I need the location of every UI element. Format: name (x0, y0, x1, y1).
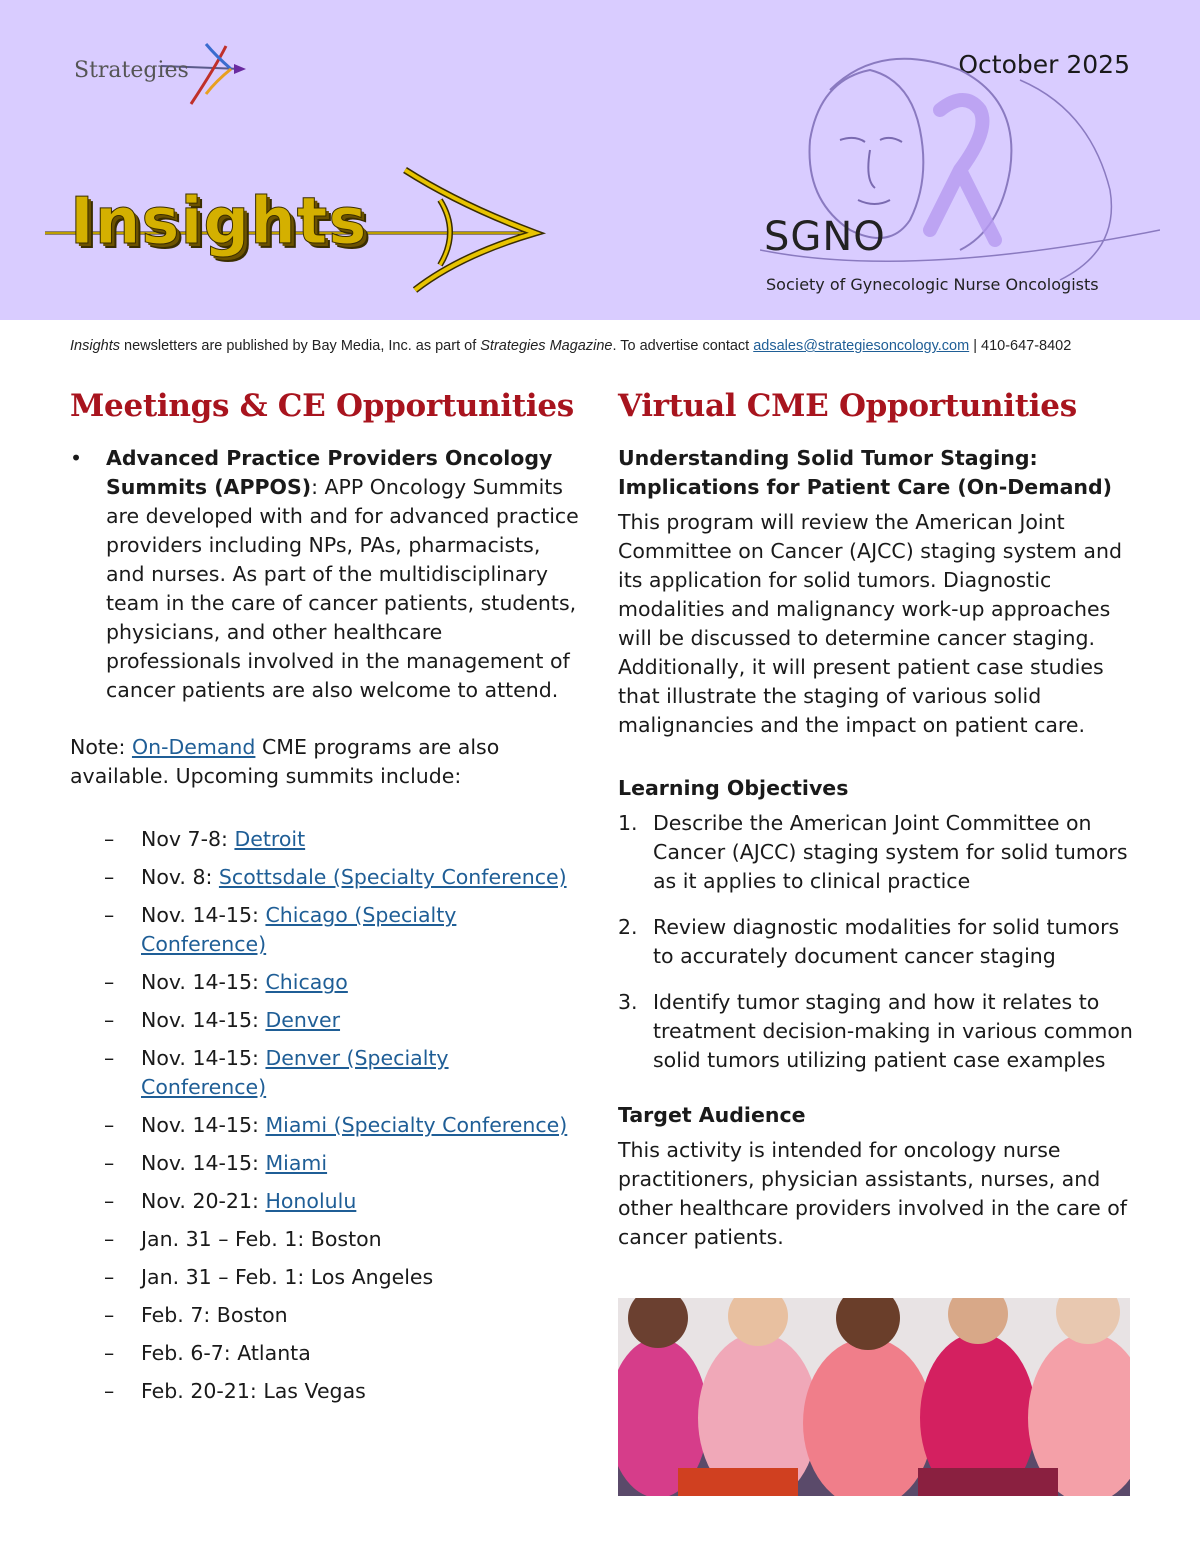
pub-text-1: newsletters are published by Bay Media, Inc. as part of (119, 338, 481, 354)
on-demand-link[interactable]: On-Demand (131, 735, 256, 759)
summit-location: Boston (310, 1227, 382, 1251)
summit-item (70, 1301, 580, 1330)
sgno-face-ribbon-illustration (760, 50, 1160, 300)
sgno-acronym: SGNO (764, 214, 886, 260)
summit-location-link[interactable]: Honolulu (265, 1189, 357, 1213)
dash-marker: – (104, 1379, 115, 1403)
pub-insights-italic: Insights (70, 338, 120, 354)
summit-item (70, 825, 580, 854)
newsletter-header (0, 0, 1200, 320)
advertise-email-link[interactable]: adsales@strategiesoncology.com (753, 338, 970, 354)
summit-item (70, 901, 580, 959)
summit-location-link[interactable]: Miami (265, 1151, 328, 1175)
summit-date: Nov. 14-15: (141, 1151, 266, 1175)
summit-item (70, 1149, 580, 1178)
summit-location: Las Vegas (263, 1379, 366, 1403)
note-prefix: Note: (70, 735, 132, 759)
audience-text: This activity is intended for oncology nurse practitioners, physician assistants, nurses, and other healthcare providers involved in the care of cancer patients. (618, 1138, 1127, 1249)
objectives-list (618, 809, 1133, 1075)
summit-date: Nov. 14-15: (141, 1008, 266, 1032)
strategies-wordmark: Strategies (74, 58, 189, 83)
dash-marker: – (104, 1189, 115, 1213)
pub-phone: | 410-647-8402 (969, 338, 1072, 354)
program-title: Understanding Solid Tumor Staging: Implications for Patient Care (On-Demand) (618, 446, 1113, 499)
group-of-women-image (618, 1298, 1130, 1496)
pub-text-2: . To advertise contact (612, 338, 754, 354)
summit-location-link[interactable]: Denver (Specialty Conference) (141, 1046, 449, 1099)
summit-item (70, 1225, 580, 1254)
sgno-full-name: Society of Gynecologic Nurse Oncologists (766, 275, 1099, 294)
summit-item (70, 1187, 580, 1216)
dash-marker: – (104, 1151, 115, 1175)
summit-date: Nov. 14-15: (141, 1113, 266, 1137)
objective-item (618, 809, 1133, 896)
summit-date: Nov. 14-15: (141, 970, 266, 994)
insights-wordmark: Insights (70, 185, 368, 259)
audience-heading: Target Audience (618, 1103, 806, 1127)
summit-date: Nov. 20-21: (141, 1189, 266, 1213)
summit-item (70, 1339, 580, 1368)
summit-item (70, 1377, 580, 1406)
summit-date: Nov. 14-15: (141, 1046, 266, 1070)
objective-text: Identify tumor staging and how it relates to treatment decision-making in various common solid tumors utilizing patient case examples (653, 990, 1133, 1072)
appos-title: Advanced Practice Providers Oncology Summits (APPOS) (106, 446, 553, 499)
issue-date: October 2025 (958, 50, 1130, 79)
dash-marker: – (104, 1341, 115, 1365)
dash-marker: – (104, 1265, 115, 1289)
summit-date: Nov. 14-15: (141, 903, 266, 927)
summit-item (70, 1263, 580, 1292)
insights-logo (40, 160, 560, 300)
objective-text: Describe the American Joint Committee on Cancer (AJCC) staging system for solid tumors as it applies to clinical practice (653, 811, 1128, 893)
summit-location-link[interactable]: Chicago (265, 970, 348, 994)
summit-date: Jan. 31 – Feb. 1: (141, 1227, 311, 1251)
summit-location: Boston (216, 1303, 288, 1327)
dash-marker: – (104, 1008, 115, 1032)
dash-marker: – (104, 1227, 115, 1251)
summit-list (70, 825, 580, 1406)
dash-marker: – (104, 970, 115, 994)
summit-location: Atlanta (237, 1341, 311, 1365)
women-pink-ribbon-photo (618, 1298, 1130, 1496)
objective-text: Review diagnostic modalities for solid tumors to accurately document cancer staging (653, 915, 1120, 968)
objective-item (618, 913, 1133, 971)
note-suffix: CME programs are also available. Upcoming summits include: (70, 735, 500, 788)
objective-number: 2. (618, 915, 638, 939)
objective-number: 1. (618, 811, 638, 835)
appos-bullet (70, 444, 580, 705)
summit-item (70, 863, 580, 892)
virtual-cme-column (618, 388, 1133, 1252)
meetings-column (70, 388, 580, 1415)
publication-info (70, 338, 1140, 354)
summit-location-link[interactable]: Chicago (Specialty Conference) (141, 903, 457, 956)
summit-item (70, 1111, 580, 1140)
virtual-cme-heading: Virtual CME Opportunities (618, 388, 1077, 424)
summit-location-link[interactable]: Denver (265, 1008, 341, 1032)
objectives-heading: Learning Objectives (618, 776, 849, 800)
program-description: This program will review the American Joint Committee on Cancer (AJCC) staging system and its application for solid tumors. Diagnostic modalities and malignancy work-up approaches will be discussed to determine cancer staging. Additionally, it will present patient case studies that illustrate the staging of various solid malignancies and the impact on patient care. (618, 510, 1122, 737)
on-demand-note (70, 733, 580, 791)
dash-marker: – (104, 827, 115, 851)
appos-description: : APP Oncology Summits are developed with and for advanced practice providers including NPs, PAs, pharmacists, and nurses. As part of the multidisciplinary team in the care of cancer patients, students, physicians, and other healthcare professionals involved in the management of cancer patients are also welcome to attend. (106, 475, 579, 702)
strategies-logo (66, 36, 266, 116)
summit-location-link[interactable]: Detroit (234, 827, 306, 851)
summit-date: Nov. 8: (141, 865, 219, 889)
summit-date: Feb. 6-7: (141, 1341, 238, 1365)
summit-item (70, 1006, 580, 1035)
summit-location: Los Angeles (310, 1265, 434, 1289)
dash-marker: – (104, 903, 115, 927)
summit-location-link[interactable]: Miami (Specialty Conference) (265, 1113, 568, 1137)
dash-marker: – (104, 1046, 115, 1070)
dash-marker: – (104, 865, 115, 889)
summit-date: Nov 7-8: (141, 827, 235, 851)
pub-magazine-italic: Strategies Magazine (480, 338, 613, 354)
summit-item (70, 968, 580, 997)
summit-date: Feb. 20-21: (141, 1379, 264, 1403)
summit-item (70, 1044, 580, 1102)
meetings-heading: Meetings & CE Opportunities (70, 388, 574, 424)
summit-date: Feb. 7: (141, 1303, 217, 1327)
objective-number: 3. (618, 990, 638, 1014)
summit-date: Jan. 31 – Feb. 1: (141, 1265, 311, 1289)
dash-marker: – (104, 1303, 115, 1327)
objective-item (618, 988, 1133, 1075)
bullet-marker: • (70, 446, 83, 470)
dash-marker: – (104, 1113, 115, 1137)
summit-location-link[interactable]: Scottsdale (Specialty Conference) (218, 865, 567, 889)
